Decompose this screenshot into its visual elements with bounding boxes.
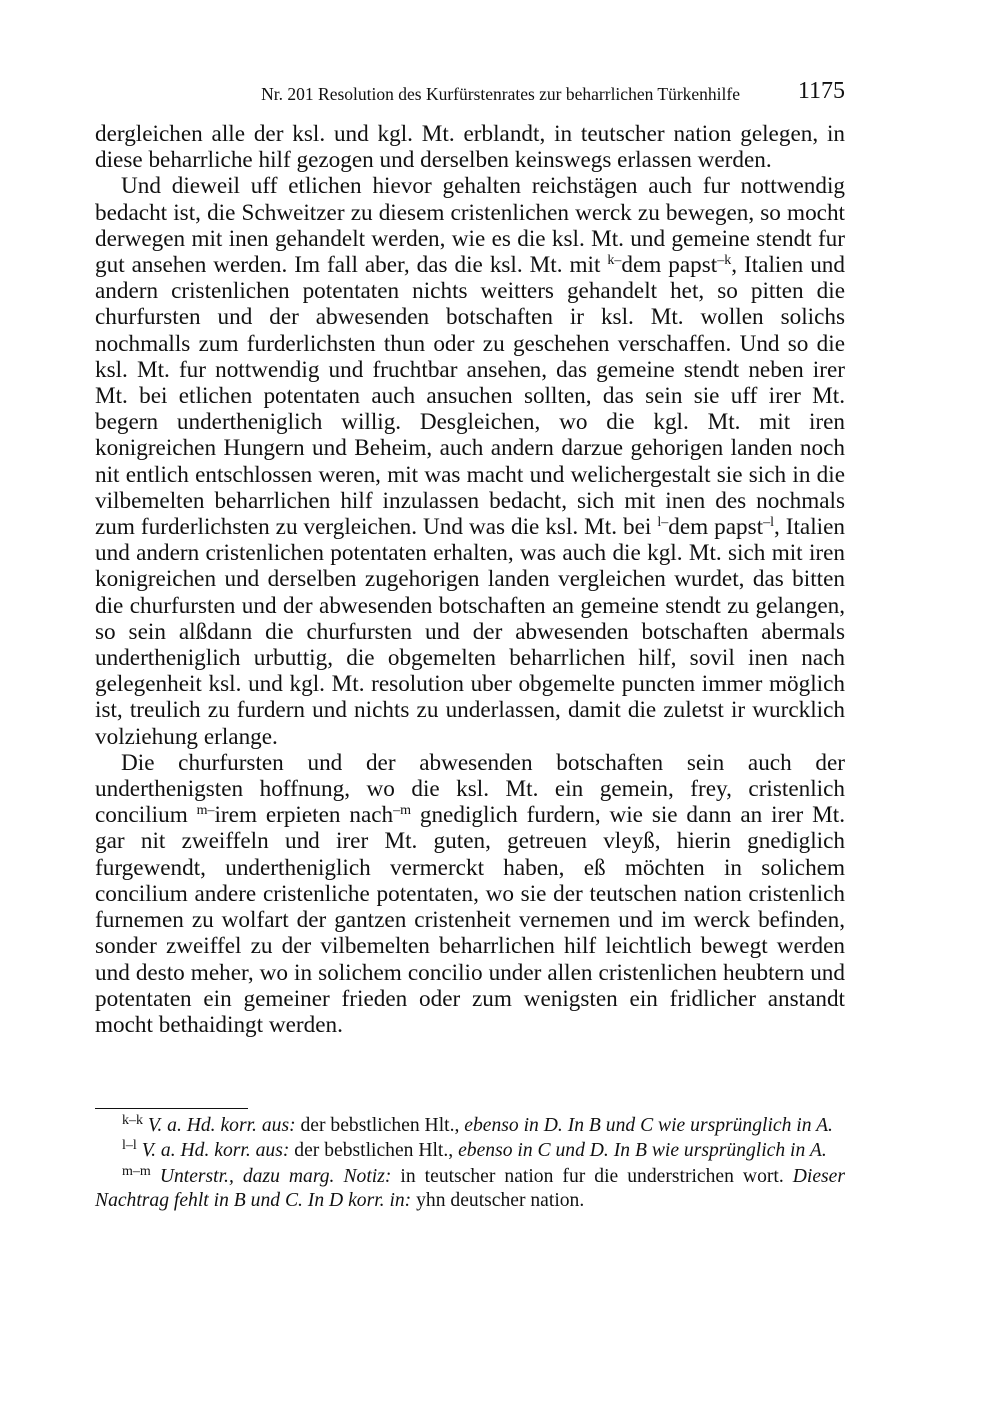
paragraph-3-text-a: Die churfursten und der abwesenden botschaften sein auch der underthenigsten hoffnung, wo die ksl. Mt. ein gemein, frey, cristenlich concilium — [95, 749, 845, 829]
footnote-text: der bebstlichen Hlt., — [289, 1140, 459, 1162]
footnotes — [95, 1115, 845, 1213]
footnote-m — [95, 1163, 846, 1213]
paragraph-3-text-b: irem erpieten nach — [214, 802, 394, 829]
paragraph-1 — [95, 121, 845, 173]
footnote-italic-note: Dieser Nachtrag fehlt in B und C. In D korr. in: — [95, 1165, 846, 1211]
paragraph-2-text-a: Und dieweil uff etlichen hievor gehalten reichstägen auch fur nottwendig bedacht ist, die Schweitzer zu diesem cristenlichen werck zu bewegen, so mocht derwegen mit inen gehandelt werden, wie es die ksl. Mt. und gemeine stendt fur gut ansehen werden. Im fall aber, das die ksl. Mt. mit — [95, 173, 845, 279]
footnote-mark: m–m — [122, 1163, 151, 1179]
footnote-marker-l-open: l– — [657, 515, 669, 531]
paragraph-3-text-c: gnediglich furdern, wie sie dann an irer Mt. gar nit zweiffeln und irer Mt. guten, getreuen vleyß, hierin gnediglich furgewendt, undertheniglich vermerckt haben, eß möchten in solichem concilium andere cristenliche potentaten, wo sie der teutschen nation cristenlich furnemen zu wolfart der gantzen cristenheit vernemen und im werck befinden, sonder zweiffel zu der vilbemelten beharrlichen hilf leichtlich bewegt werden und desto meher, wo in solichem concilio under allen cristenlichen heubtern und potentaten ein gemeiner frieden oder zum wenigsten ein fridlicher anstandt mocht bethaidingt werden. — [95, 802, 845, 1038]
footnote-italic-note: ebenso in C und D. In B wie ursprünglich in A. — [458, 1140, 827, 1162]
footnote-divider — [95, 1108, 248, 1109]
footnote-text: yhn deutscher nation. — [411, 1189, 585, 1211]
paragraph-2-text-e: , Italien und andern cristenlichen potentaten erhalten, was auch die kgl. Mt. sich mit iren konigreichen und derselben zugehorigen landen vergleichen wurdet, das bitten die churfursten und der abwesenden botschaften an gemeine stendt zu gelangen, so sein alßdann die churfursten und der abwesenden botschaften abermals undertheniglich urbuttig, die obgemelten beharrlichen hilf, sovil inen nach gelegenheit ksl. und kgl. Mt. resolution uber obgemelte puncten immer möglich ist, treulich zu furdern und nichts zu underlassen, damit die zuletst ir wurcklich volziehung erlange. — [95, 514, 845, 750]
paragraph-2-text-b: dem papst — [621, 252, 718, 279]
footnote-marker-k-close: –k — [717, 253, 732, 269]
page-number: 1175 — [797, 78, 845, 104]
footnote-text: der bebstlichen Hlt., — [295, 1115, 465, 1136]
footnote-marker-m-close: –m — [393, 803, 412, 819]
footnote-k — [95, 1115, 845, 1139]
footnote-l — [95, 1140, 845, 1164]
footnote-italic-note: V. a. Hd. korr. aus: — [147, 1115, 296, 1136]
paragraph-1-text: dergleichen alle der ksl. und kgl. Mt. erblandt, in teutscher nation gelegen, in diese beharrliche hilf gezogen und derselben keinswegs erlassen werden. — [95, 121, 845, 174]
footnote-marker-m-open: m– — [196, 803, 215, 819]
footnote-marker-l-close: –l — [763, 515, 774, 531]
running-head-title: Nr. 201 Resolution des Kurfürstenrates zur beharrlichen Türkenhilfe — [261, 84, 740, 104]
footnote-italic-note: V. a. Hd. korr. aus: — [141, 1140, 290, 1162]
footnote-mark: k–k — [122, 1113, 143, 1128]
footnote-text: in teutscher nation fur die understrichen wort. — [391, 1165, 793, 1187]
footnote-marker-k-open: k– — [607, 253, 622, 269]
footnote-italic-note: ebenso in D. In B und C wie ursprünglich in A. — [464, 1115, 833, 1136]
paragraph-2-text-d: dem papst — [668, 514, 764, 541]
paragraph-2 — [95, 173, 845, 749]
footnote-italic-note: Unterstr., dazu marg. Notiz: — [159, 1165, 392, 1187]
paragraph-3 — [95, 750, 845, 1038]
paragraph-2-text-c: , Italien und andern cristenlichen potentaten nichts weitters gehandelt het, so pitten die churfursten und der abwesenden botschaften ir ksl. Mt. wollen solichs nochmalls zum furderlichsten thun oder zu geschehen verschaffen. Und so die ksl. Mt. fur nottwendig und fruchtbar ansehen, das gemeine stendt neben irer Mt. bei etlichen potentaten auch ansuchen sollten, das sein sie uff irer Mt. begern undertheniglich willig. Desgleichen, wo die kgl. Mt. mit iren konigreichen Hungern und Beheim, auch andern darzue gehorigen landen noch nit entlich entschlossen weren, mit was macht und welichergestalt sie sich in die vilbemelten beharrlichen hilf inzulassen bedacht, sich mit inen des nochmals zum furderlichsten zu vergleichen. Und was die ksl. Mt. bei — [95, 252, 845, 541]
footnote-mark: l–l — [122, 1138, 137, 1154]
main-text — [95, 121, 845, 1038]
running-head — [95, 78, 845, 108]
